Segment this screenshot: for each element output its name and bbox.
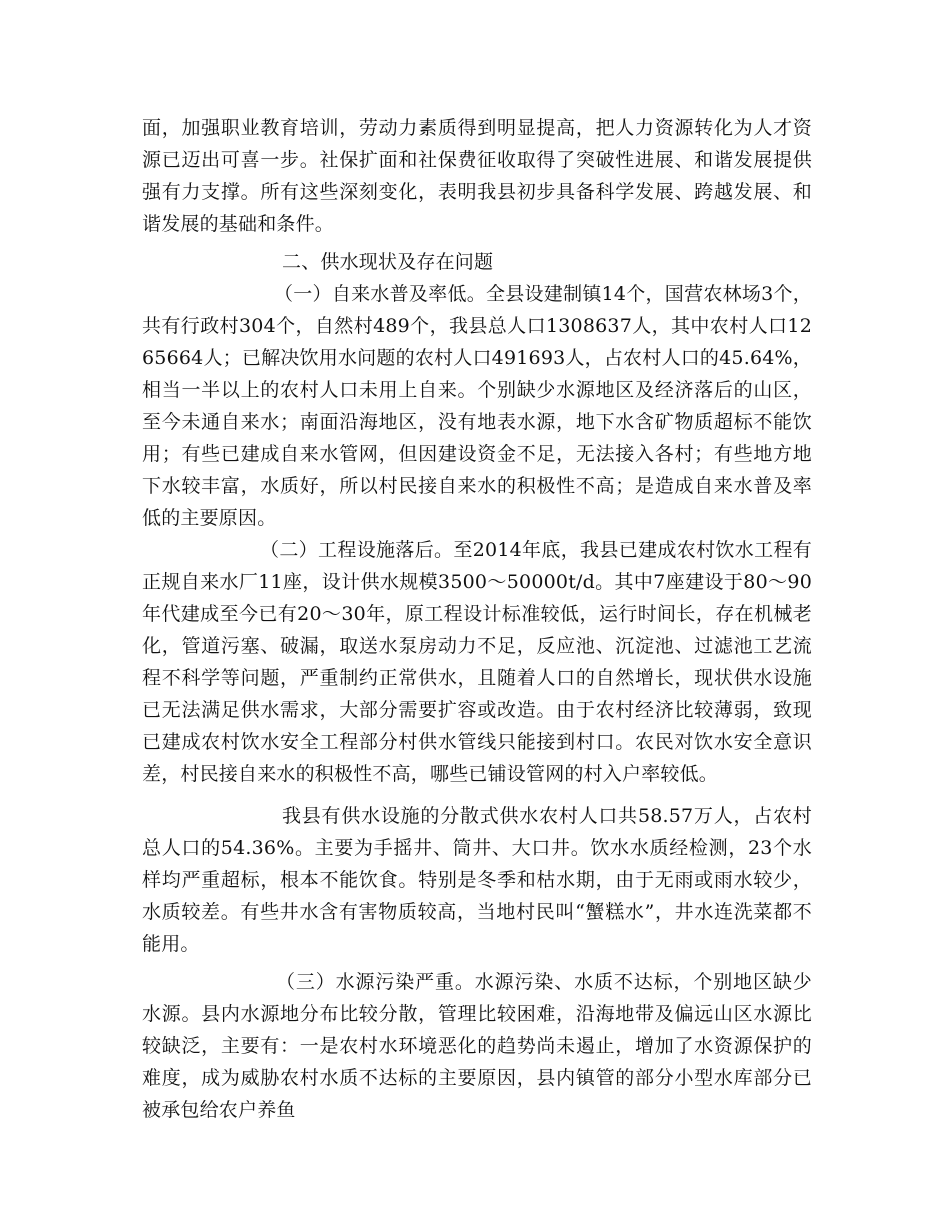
paragraph-intro-continuation: 面，加强职业教育培训，劳动力素质得到明显提高，把人力资源转化为人才资源已迈出可喜一步。社保扩面和社保费征收取得了突破性进展、和谐发展提供强有力支撑。所有这些深刻变化，表明我县初步具备科学发展、跨越发展、和谐发展的基础和条件。 bbox=[142, 117, 812, 235]
paragraph-dispersed-supply: 我县有供水设施的分散式供水农村人口共58.57万人，占农村总人口的54.36%。主要为手摇井、筒井、大口井。饮水水质经检测，23个水样均严重超标，根本不能饮食。特别是冬季和枯水期，由于无雨或雨水较少，水质较差。有些井水含有害物质较高，当地村民叫“蟹糕水”，井水连洗菜都不能用。 bbox=[142, 805, 812, 955]
paragraph-tap-water-coverage: （一）自来水普及率低。全县设建制镇14个，国营农林场3个，共有行政村304个，自然村489个，我县总人口1308637人，其中农村人口1265664人；已解决饮用水问题的农村人口491693人，占农村人口的45.64%，相当一半以上的农村人口未用上自来。个别缺少水源地区及经济落后的山区，至今未通自来水；南面沿海地区，没有地表水源，地下水含矿物质超标不能饮用；有些已建成自来水管网，但因建设资金不足，无法接入各村；有些地方地下水较丰富，水质好，所以村民接自来水的积极性不高；是造成自来水普及率低的主要原因。 bbox=[142, 283, 812, 529]
paragraph-facilities-outdated: （二）工程设施落后。至2014年底，我县已建成农村饮水工程有正规自来水厂11座，设计供水规模3500～50000t/d。其中7座建设于80～90年代建成至今已有20～30年，原工程设计标准较低，运行时间长，存在机械老化，管道污塞、破漏，取送水泵房动力不足，反应池、沉淀池、过滤池工艺流程不科学等问题，严重制约正常供水，且随着人口的自然增长，现状供水设施已无法满足供水需求，大部分需要扩容或改造。由于农村经济比较薄弱，致现已建成农村饮水安全工程部分村供水管线只能接到村口。农民对饮水安全意识差，村民接自来水的积极性不高，哪些已铺设管网的村入户率较低。 bbox=[142, 539, 812, 785]
document-page bbox=[142, 112, 812, 1126]
section-heading: 二、供水现状及存在问题 bbox=[282, 251, 494, 273]
paragraph-water-pollution: （三）水源污染严重。水源污染、水质不达标，个别地区缺少水源。县内水源地分布比较分散，管理比较困难，沿海地带及偏远山区水源比较缺泛，主要有：一是农村水环境恶化的趋势尚未遏止，增加了水资源保护的难度，成为威胁农村水质不达标的主要原因，县内镇管的部分小型水库部分已被承包给农户养鱼 bbox=[142, 971, 812, 1121]
